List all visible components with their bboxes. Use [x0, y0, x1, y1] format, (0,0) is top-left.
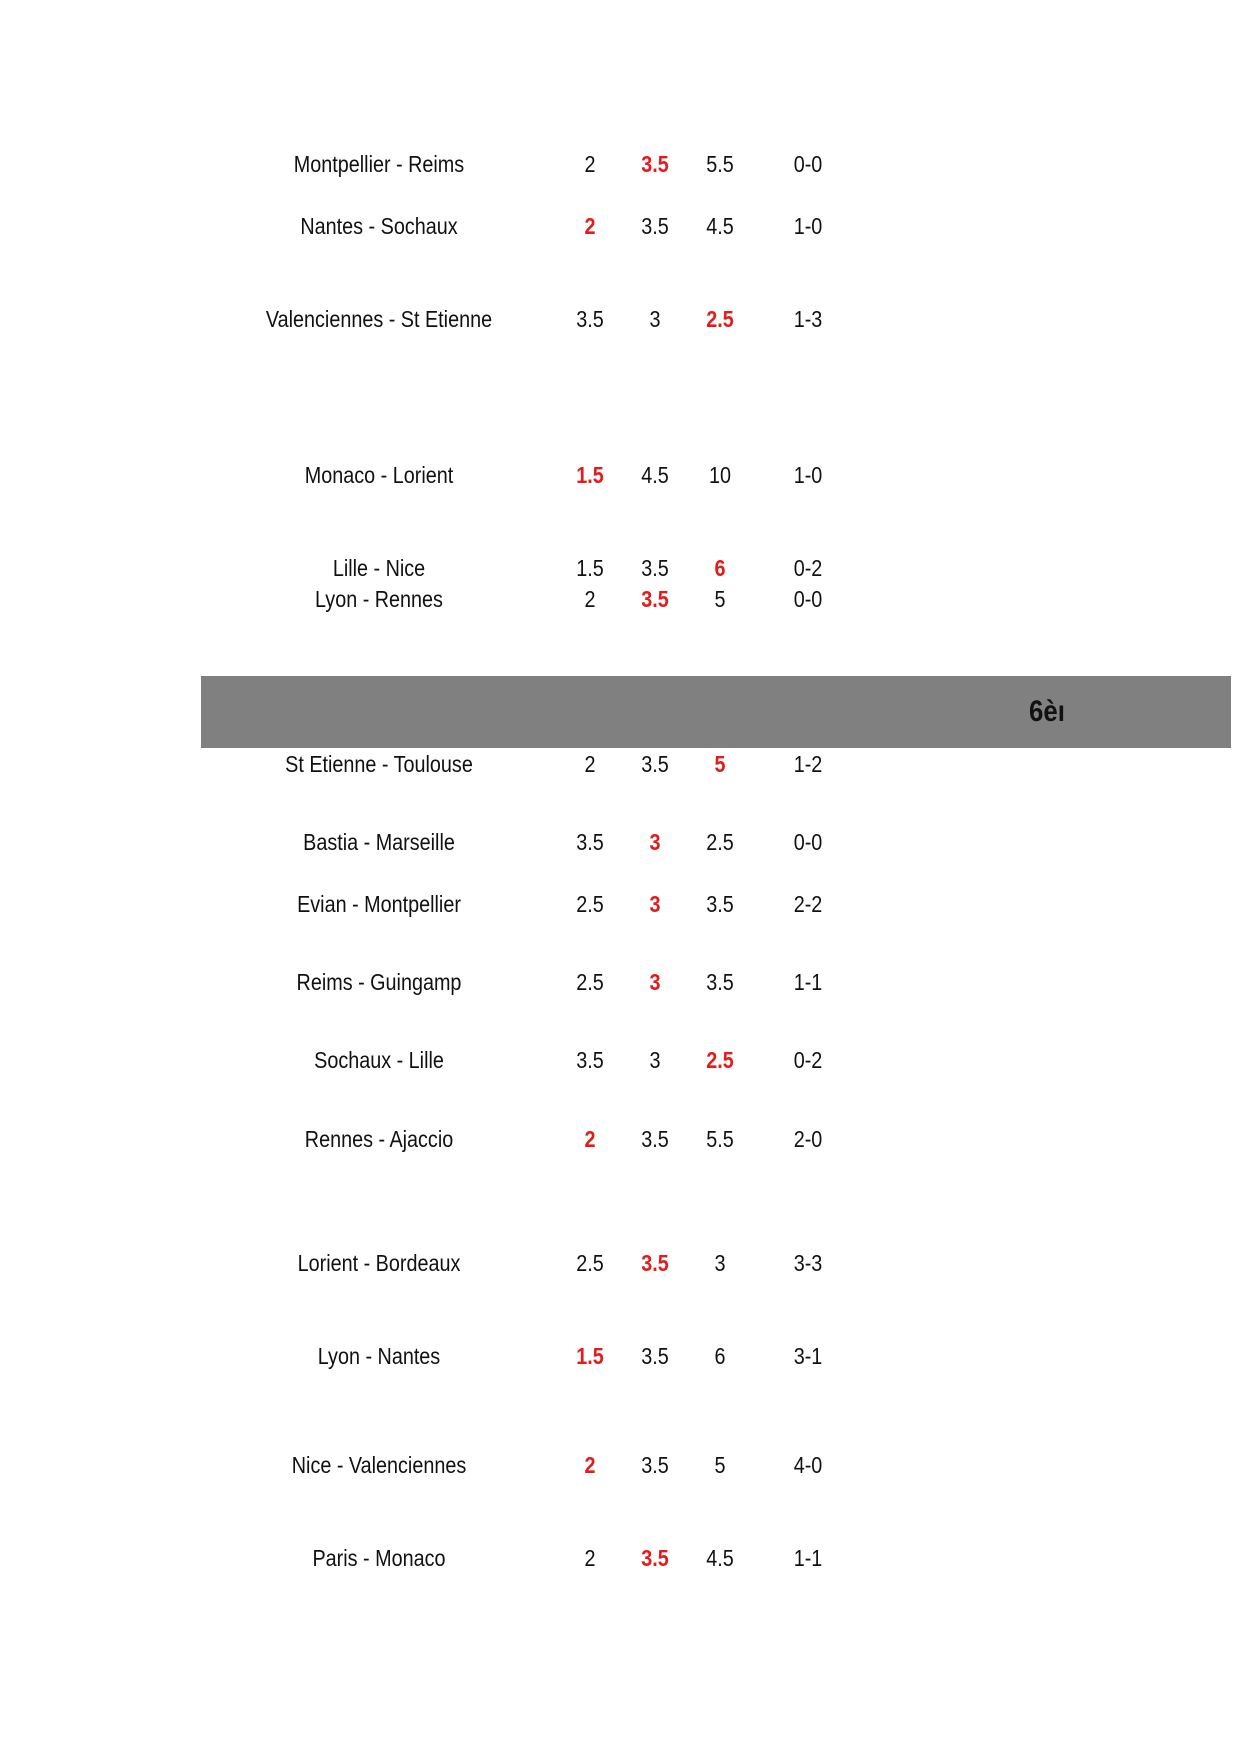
odds-home: 3.5 [576, 306, 604, 332]
odds-draw: 3.5 [641, 1250, 669, 1276]
match-row [0, 304, 1241, 334]
match-name: Montpellier - Reims [293, 151, 465, 177]
odds-home: 1.5 [576, 1343, 604, 1369]
match-row [0, 1045, 1241, 1075]
match-name: Bastia - Marseille [303, 829, 455, 855]
match-score: 1-3 [793, 306, 823, 332]
match-name: Reims - Guingamp [296, 969, 462, 995]
match-score: 2-0 [793, 1126, 823, 1152]
match-name: Lyon - Rennes [315, 586, 443, 612]
odds-home: 3.5 [576, 1047, 604, 1073]
odds-away: 2.5 [706, 306, 734, 332]
odds-home: 2 [584, 1545, 596, 1571]
odds-away: 3.5 [706, 891, 734, 917]
match-row [0, 460, 1241, 490]
match-score: 1-1 [793, 969, 823, 995]
odds-away: 2.5 [706, 1047, 734, 1073]
odds-away: 5.5 [706, 1126, 734, 1152]
odds-home: 2.5 [576, 1250, 604, 1276]
odds-draw: 3.5 [641, 751, 669, 777]
match-name: Monaco - Lorient [304, 462, 454, 488]
match-row [0, 967, 1241, 997]
odds-away: 5.5 [706, 151, 734, 177]
match-score: 4-0 [793, 1452, 823, 1478]
odds-home: 2.5 [576, 969, 604, 995]
match-score: 2-2 [793, 891, 823, 917]
odds-draw: 3.5 [641, 1343, 669, 1369]
odds-away: 5 [714, 586, 726, 612]
odds-away: 5 [714, 1452, 726, 1478]
match-row [0, 1124, 1241, 1154]
match-score: 1-0 [793, 462, 823, 488]
match-score: 0-2 [793, 1047, 823, 1073]
match-row [0, 827, 1241, 857]
match-score: 1-2 [793, 751, 823, 777]
odds-draw: 3.5 [641, 586, 669, 612]
odds-draw: 3.5 [641, 555, 669, 581]
match-name: Lorient - Bordeaux [297, 1250, 461, 1276]
odds-away: 6 [714, 555, 726, 581]
match-row [0, 149, 1241, 179]
match-row [0, 749, 1241, 779]
odds-draw: 3 [649, 1047, 661, 1073]
odds-away: 2.5 [706, 829, 734, 855]
odds-draw: 3.5 [641, 151, 669, 177]
match-row [0, 1248, 1241, 1278]
odds-away: 6 [714, 1343, 726, 1369]
match-row [0, 211, 1241, 241]
match-row [0, 1341, 1241, 1371]
odds-draw: 3 [649, 969, 661, 995]
odds-home: 2 [584, 1452, 596, 1478]
odds-home: 2 [584, 213, 596, 239]
match-score: 3-1 [793, 1343, 823, 1369]
odds-away: 4.5 [706, 1545, 734, 1571]
odds-home: 2 [584, 1126, 596, 1152]
odds-home: 1.5 [576, 462, 604, 488]
match-score: 0-0 [793, 586, 823, 612]
odds-home: 1.5 [576, 555, 604, 581]
match-score: 0-0 [793, 151, 823, 177]
match-name: Evian - Montpellier [297, 891, 461, 917]
odds-home: 2 [584, 151, 596, 177]
match-name: Lille - Nice [332, 555, 426, 581]
odds-away: 4.5 [706, 213, 734, 239]
match-name: Nantes - Sochaux [300, 213, 458, 239]
odds-draw: 3.5 [641, 1452, 669, 1478]
match-name: Rennes - Ajaccio [304, 1126, 454, 1152]
match-row [0, 553, 1241, 583]
match-name: St Etienne - Toulouse [285, 751, 473, 777]
odds-away: 10 [708, 462, 732, 488]
match-row [0, 889, 1241, 919]
match-row [0, 1543, 1241, 1573]
match-score: 3-3 [793, 1250, 823, 1276]
match-score: 0-2 [793, 555, 823, 581]
match-score: 0-0 [793, 829, 823, 855]
match-name: Valenciennes - St Etienne [265, 306, 493, 332]
odds-away: 5 [714, 751, 726, 777]
match-score: 1-0 [793, 213, 823, 239]
odds-away: 3.5 [706, 969, 734, 995]
odds-draw: 3 [649, 891, 661, 917]
odds-draw: 3 [649, 306, 661, 332]
round-header-label: 6èı [1029, 695, 1065, 728]
odds-home: 2 [584, 751, 596, 777]
odds-draw: 3.5 [641, 213, 669, 239]
match-name: Paris - Monaco [312, 1545, 446, 1571]
match-score: 1-1 [793, 1545, 823, 1571]
odds-draw: 3.5 [641, 1126, 669, 1152]
round-header-band [201, 676, 1231, 748]
match-row [0, 1450, 1241, 1480]
match-row [0, 584, 1241, 614]
odds-draw: 3 [649, 829, 661, 855]
odds-home: 2.5 [576, 891, 604, 917]
match-name: Nice - Valenciennes [291, 1452, 467, 1478]
match-name: Sochaux - Lille [314, 1047, 444, 1073]
odds-draw: 4.5 [641, 462, 669, 488]
match-name: Lyon - Nantes [317, 1343, 441, 1369]
odds-away: 3 [714, 1250, 726, 1276]
odds-home: 3.5 [576, 829, 604, 855]
odds-home: 2 [584, 586, 596, 612]
odds-draw: 3.5 [641, 1545, 669, 1571]
